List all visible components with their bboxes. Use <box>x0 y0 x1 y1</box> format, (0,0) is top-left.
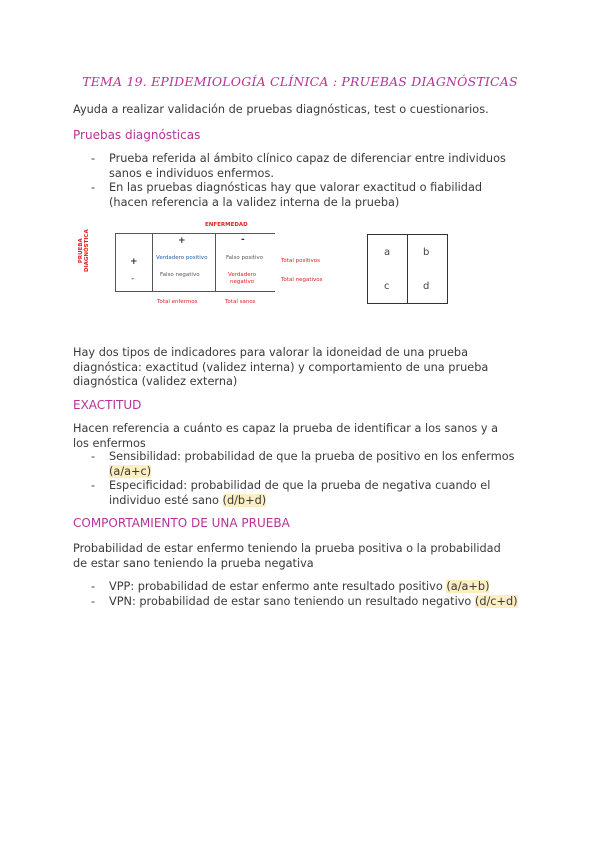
intro-text: Ayuda a realizar validación de pruebas diagnósticas, test o cuestionarios. <box>73 103 489 116</box>
bullet-dash: - <box>91 181 96 194</box>
formula-highlight: (d/c+d) <box>474 595 518 608</box>
list-item-text: VPP: probabilidad de estar enfermo ante resultado positivo <box>109 580 443 593</box>
formula-highlight: (a/a+c) <box>109 464 152 478</box>
list-item-line: sanos e individuos enfermos. <box>109 166 274 180</box>
total-positivos: Total positivos <box>281 258 321 264</box>
col-minus: - <box>241 235 245 245</box>
paragraph-line: Hacen referencia a cuánto es capaz la prueba de identificar a los sanos y a <box>73 422 499 435</box>
list-item-line: individuo esté sano <box>109 493 219 507</box>
grid-line <box>215 233 216 291</box>
side-label-line: DIAGNÓSTICA <box>84 229 90 272</box>
section-heading-comportamiento: COMPORTAMIENTO DE UNA PRUEBA <box>73 516 290 530</box>
total-enfermos: Total enfermos <box>157 299 198 305</box>
list-item-line: Sensibilidad: probabilidad de que la prueba de positivo en los enfermos <box>109 450 515 463</box>
cell-fp: Falso positivo <box>226 255 264 261</box>
list-item-line: Especificidad: probabilidad de que la prueba de negativa cuando el <box>109 479 491 492</box>
row-plus: + <box>130 257 138 267</box>
row-minus: - <box>131 274 135 284</box>
figure-side-label <box>78 229 90 272</box>
side-label-line: PRUEBA <box>78 238 84 264</box>
cell-fn: Falso negativo <box>160 272 200 278</box>
list-item <box>91 450 515 479</box>
comportamiento-paragraph <box>73 542 501 571</box>
cell-tn <box>228 272 256 286</box>
bullet-dash: - <box>91 595 96 608</box>
grid-line <box>115 291 275 292</box>
paragraph-line: de estar sano teniendo la prueba negativa <box>73 556 314 570</box>
figure-top-label: ENFERMEDAD <box>205 222 248 228</box>
cell-b: b <box>423 247 430 258</box>
list-item <box>91 479 491 508</box>
grid-line <box>115 233 116 291</box>
bullet-dash: - <box>91 450 96 463</box>
abcd-table <box>367 234 448 304</box>
exactitud-paragraph <box>73 422 498 451</box>
cell-tn-line: negativo <box>230 279 255 285</box>
cell-tn-line: Verdadero <box>228 272 257 278</box>
cell-d: d <box>423 281 430 292</box>
formula-highlight: (d/b+d) <box>222 493 267 507</box>
total-negativos: Total negativos <box>281 277 323 283</box>
list-item-text: VPN: probabilidad de estar sano teniendo un resultado negativo <box>109 595 472 608</box>
contingency-figure <box>80 220 340 315</box>
cell-a: a <box>384 247 391 258</box>
list-item-line: (hacen referencia a la validez interna de la prueba) <box>109 195 400 209</box>
bullet-dash: - <box>91 152 96 165</box>
list-item <box>91 580 490 595</box>
grid-line <box>407 235 408 303</box>
col-plus: + <box>178 236 186 246</box>
paragraph-line: los enfermos <box>73 436 146 450</box>
section-heading-pruebas: Pruebas diagnósticas <box>73 128 201 142</box>
cell-tp: Verdadero positivo <box>156 255 208 261</box>
bullet-dash: - <box>91 479 96 492</box>
grid-line <box>152 233 153 291</box>
paragraph-line: Probabilidad de estar enfermo teniendo la prueba positiva o la probabilidad <box>73 542 501 555</box>
indicators-paragraph <box>73 346 488 390</box>
bullet-dash: - <box>91 580 96 593</box>
paragraph-line: Hay dos tipos de indicadores para valorar la idoneidad de una prueba <box>73 346 468 359</box>
list-item <box>91 181 483 210</box>
total-sanos: Total sanos <box>225 299 256 305</box>
formula-highlight: (a/a+b) <box>446 580 490 593</box>
paragraph-line: diagnóstica (validez externa) <box>73 375 238 388</box>
list-item-line: Prueba referida al ámbito clínico capaz de diferenciar entre individuos <box>109 152 506 165</box>
paragraph-line: diagnóstica: exactitud (validez interna) y comportamiento de una prueba <box>73 360 489 374</box>
section-heading-exactitud: EXACTITUD <box>73 398 142 412</box>
grid-line <box>115 233 275 234</box>
page-title: TEMA 19. EPIDEMIOLOGÍA CLÍNICA : PRUEBAS DIAGNÓSTICAS <box>82 74 518 89</box>
cell-c: c <box>384 281 390 292</box>
list-item <box>91 595 518 610</box>
list-item-line: En las pruebas diagnósticas hay que valorar exactitud o fiabilidad <box>109 181 483 194</box>
list-item <box>91 152 506 181</box>
